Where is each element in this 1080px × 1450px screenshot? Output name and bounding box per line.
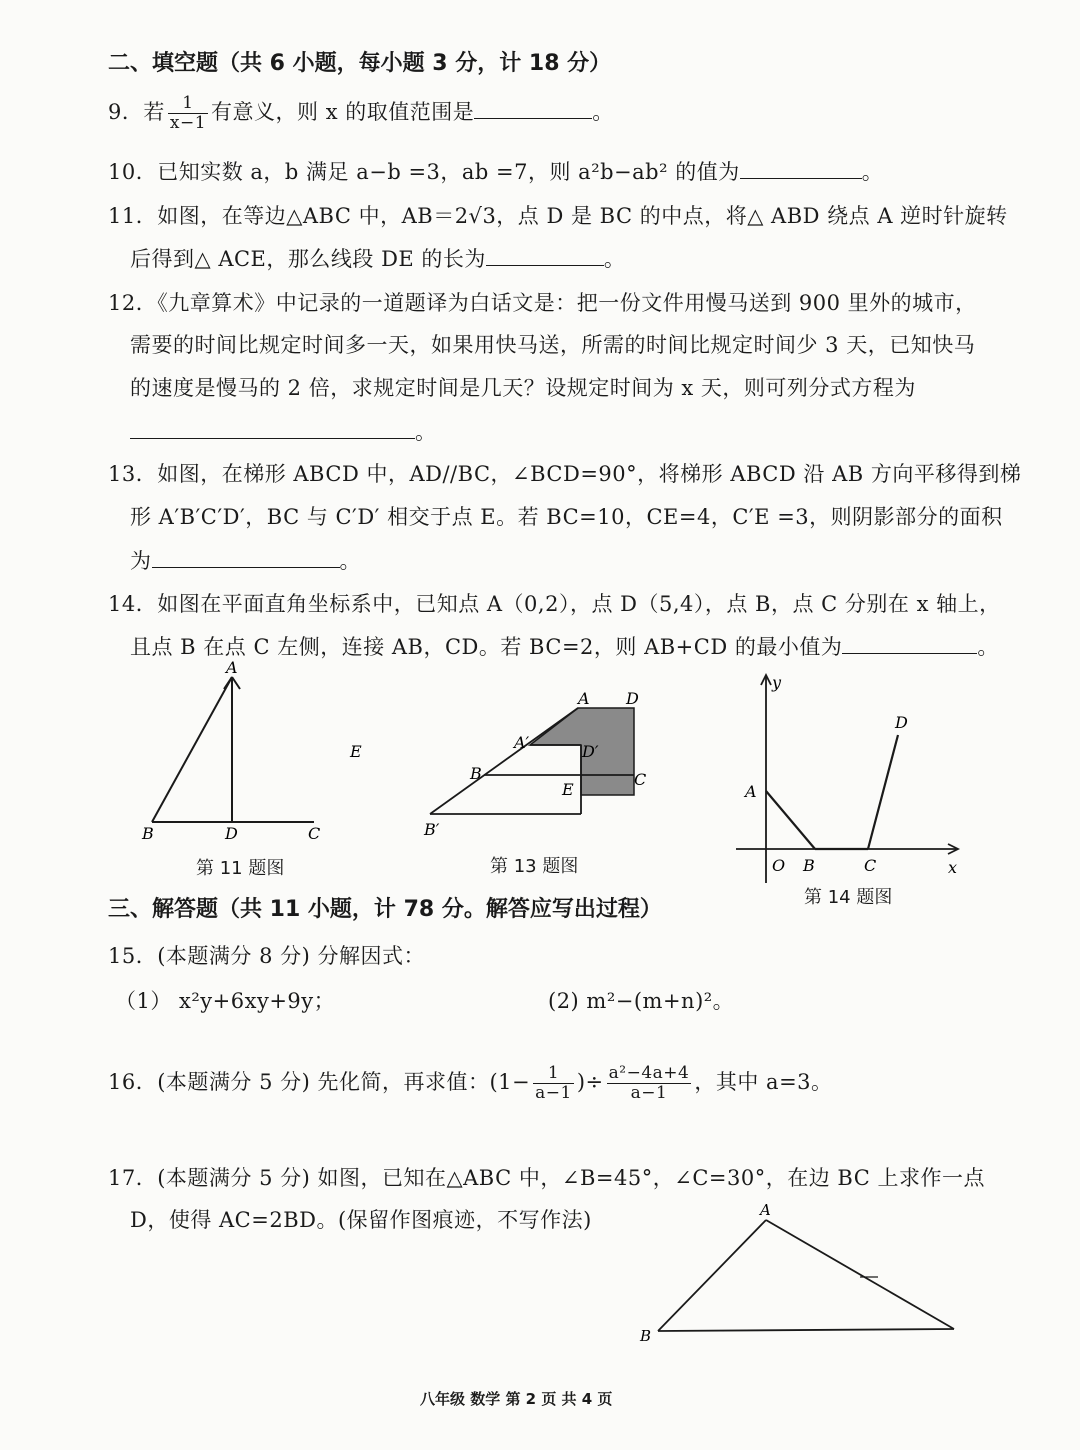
section-heading-solutions: 三、解答题（共 11 小题，计 78 分。解答应写出过程） (108, 897, 662, 922)
q9-prefix: 9．若 (108, 100, 165, 124)
fig13-label-c: C (634, 770, 647, 789)
q11-answer-blank[interactable] (486, 247, 604, 266)
question-13-line-3 (130, 545, 361, 575)
fig11-label-b: B (142, 824, 154, 843)
fig11-label-a: A (226, 658, 238, 677)
fig13-label-d: D (626, 689, 639, 708)
fig13-label-b: B (470, 764, 482, 783)
q11-end: 。 (603, 247, 626, 271)
figure-13 (430, 708, 634, 814)
fig11-trace-2 (224, 677, 232, 689)
fig17-label-a: A (760, 1201, 771, 1219)
fig14-label-a: A (745, 782, 757, 801)
fig11-side-ab (152, 677, 232, 822)
fig11-label-d: D (225, 824, 238, 843)
q16-suffix: ，其中 a=3。 (694, 1070, 833, 1094)
fig14-label-b: B (803, 856, 815, 875)
fig11-label-c: C (308, 824, 321, 843)
q9-end: 。 (592, 100, 614, 124)
fig14-label-c: C (864, 856, 877, 875)
question-17-line-1: 17．(本题满分 5 分) 如图，已知在△ABC 中，∠B=45°，∠C=30°，在边 BC 上求作一点 (108, 1166, 985, 1190)
fig17-side-ab (658, 1220, 766, 1331)
fig13-label-d-prime: D′ (582, 742, 599, 761)
fig14-caption: 第 14 题图 (804, 887, 893, 908)
question-15-intro: 15．(本题满分 8 分) 分解因式： (108, 944, 425, 968)
fig13-label-a-prime: A′ (514, 733, 530, 752)
q12-answer-blank[interactable] (130, 420, 415, 439)
q16-fraction-2-numerator: a²−4a+4 (608, 1063, 690, 1083)
fig11-label-e: E (350, 742, 362, 761)
q14-answer-blank[interactable] (842, 635, 977, 654)
q13-text: 为 (130, 549, 152, 573)
fig13-trapezoid-side (430, 708, 578, 814)
q16-fraction-1-numerator: 1 (533, 1064, 574, 1084)
fig14-label-y: y (772, 673, 782, 692)
q16-operator: )÷ (576, 1070, 604, 1094)
q13-answer-blank[interactable] (152, 549, 340, 568)
q9-fraction (168, 94, 208, 133)
q16-fraction-1-denominator: a−1 (535, 1083, 572, 1103)
section-heading-fill-in: 二、填空题（共 6 小题，每小题 3 分，计 18 分） (108, 51, 612, 76)
q14-end: 。 (977, 635, 999, 659)
fig17-side-ac (766, 1220, 954, 1329)
q14-text: 且点 B 在点 C 左侧，连接 AB，CD。若 BC=2，则 AB+CD 的最小值为 (130, 635, 843, 659)
fig13-caption: 第 13 题图 (490, 856, 579, 877)
q16-prefix: 16．(本题满分 5 分) 先化简，再求值：(1− (108, 1070, 531, 1094)
q16-fraction-1 (533, 1064, 574, 1103)
q9-fraction-numerator: 1 (168, 94, 208, 114)
q9-answer-blank[interactable] (474, 100, 592, 119)
q10-end: 。 (861, 160, 884, 184)
question-12-line-1: 12．《九章算术》中记录的一道题译为白话文是：把一份文件用慢马送到 900 里外的城市， (108, 291, 977, 315)
q12-end: 。 (415, 420, 437, 444)
question-9 (108, 94, 614, 133)
fig17-side-bc (658, 1329, 954, 1331)
question-13-line-2: 形 A′B′C′D′，BC 与 C′D′ 相交于点 E。若 BC=10，CE=4，C′E =3，则阴影部分的面积 (130, 505, 1003, 529)
fig11-trace (232, 677, 240, 689)
page-footer: 八年级 数学 第 2 页 共 4 页 (420, 1390, 613, 1408)
fig17-label-b: B (640, 1327, 652, 1345)
q9-fraction-denominator: x−1 (169, 113, 207, 133)
question-12-line-4 (130, 416, 437, 446)
question-15-part-2: (2) m²−(m+n)²。 (548, 989, 735, 1013)
fig14-label-x: x (948, 858, 958, 877)
question-11-line-2 (130, 243, 625, 273)
question-12-line-2: 需要的时间比规定时间多一天，如果用快马送，所需的时间比规定时间少 3 天，已知快马 (130, 333, 976, 357)
fig14-segment-ab (766, 791, 815, 849)
q10-answer-blank[interactable] (740, 160, 862, 179)
figure-14 (736, 675, 958, 883)
q10-text: 10．已知实数 a，b 满足 a−b =3，ab =7，则 a²b−ab² 的值为 (108, 160, 740, 184)
question-11-line-1: 11．如图，在等边△ABC 中，AB＝2√3，点 D 是 BC 的中点，将△ ABD 绕点 A 逆时针旋转 (108, 204, 1008, 228)
question-13-line-1: 13．如图，在梯形 ABCD 中，AD//BC，∠BCD=90°，将梯形 ABCD 沿 AB 方向平移得到梯 (108, 462, 1022, 486)
fig14-label-d: D (895, 713, 908, 732)
question-10 (108, 156, 883, 186)
question-12-line-3: 的速度是慢马的 2 倍，求规定时间是几天？设规定时间为 x 天，则可列分式方程为 (130, 376, 916, 400)
fig11-caption: 第 11 题图 (196, 858, 285, 879)
fig13-label-a: A (578, 689, 590, 708)
q11-text: 后得到△ ACE，那么线段 DE 的长为 (130, 247, 486, 271)
question-15-part-1: （1） x²y+6xy+9y； (115, 989, 336, 1013)
figure-11 (152, 677, 314, 822)
question-16 (108, 1064, 833, 1103)
fig13-label-e: E (562, 780, 574, 799)
q9-text: 有意义，则 x 的取值范围是 (211, 100, 475, 124)
q16-fraction-2 (607, 1064, 692, 1103)
fig14-label-o: O (772, 856, 786, 875)
fig14-segment-cd (868, 735, 898, 849)
q13-end: 。 (339, 549, 361, 573)
q16-fraction-2-denominator: a−1 (630, 1083, 668, 1103)
question-14-line-1: 14．如图在平面直角坐标系中，已知点 A（0,2），点 D（5,4），点 B，点 C 分别在 x 轴上， (108, 592, 1001, 616)
figure-17 (620, 1195, 980, 1355)
question-17-line-2: D，使得 AC=2BD。(保留作图痕迹，不写作法) (130, 1208, 592, 1232)
fig13-label-b-prime: B′ (424, 820, 440, 839)
